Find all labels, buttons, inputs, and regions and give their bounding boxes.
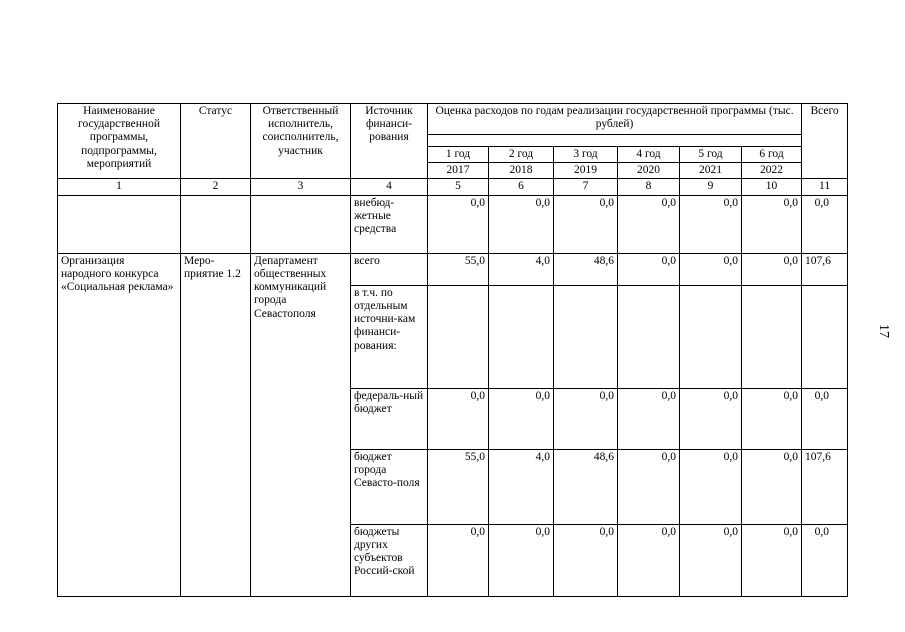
- source-cell: внебюд-жетные средства: [351, 195, 428, 253]
- header-name: Наименование государственной программы, подпрограммы, мероприятий: [58, 104, 181, 179]
- header-responsible: Ответственный исполнитель, соисполнитель, участник: [251, 104, 351, 179]
- cell-empty: [181, 195, 251, 253]
- header-year-label: 2 год: [489, 147, 554, 163]
- event-name: Организация народного конкурса «Социальная реклама»: [58, 253, 181, 596]
- value-cell: [802, 285, 848, 388]
- event-status: Меро-приятие 1.2: [181, 253, 251, 596]
- page-number: 17: [876, 324, 891, 338]
- value-cell: 4,0: [489, 253, 554, 285]
- col-number: 5: [428, 179, 489, 195]
- value-cell: 0,0: [489, 195, 554, 253]
- header-year-label: 1 год: [428, 147, 489, 163]
- header-year-label: 6 год: [742, 147, 802, 163]
- source-cell: в т.ч. по отдельным источни-кам финанси-рования:: [351, 285, 428, 388]
- header-year: 2019: [554, 163, 618, 179]
- value-cell: 0,0: [554, 524, 618, 596]
- value-cell: [554, 285, 618, 388]
- col-number: 9: [680, 179, 742, 195]
- source-cell: бюджет города Севасто-поля: [351, 449, 428, 524]
- header-year: 2021: [680, 163, 742, 179]
- value-cell: 0,0: [618, 449, 680, 524]
- value-cell: 0,0: [554, 195, 618, 253]
- source-cell: федераль-ный бюджет: [351, 388, 428, 449]
- value-cell: [428, 285, 489, 388]
- value-cell: 0,0: [428, 195, 489, 253]
- header-spacer: [428, 135, 802, 147]
- value-cell: 0,0: [742, 253, 802, 285]
- source-cell: бюджеты других субъектов Россий-ской: [351, 524, 428, 596]
- value-cell: 0,0: [680, 388, 742, 449]
- header-total: Всего: [802, 104, 848, 179]
- value-cell: 0,0: [742, 195, 802, 253]
- header-year: 2017: [428, 163, 489, 179]
- col-number: 7: [554, 179, 618, 195]
- value-cell: 0,0: [618, 388, 680, 449]
- header-status: Статус: [181, 104, 251, 179]
- col-number: 6: [489, 179, 554, 195]
- value-cell: 0,0: [680, 195, 742, 253]
- value-cell: 0,0: [428, 388, 489, 449]
- value-cell: 107,6: [802, 449, 848, 524]
- col-number: 2: [181, 179, 251, 195]
- value-cell: 0,0: [742, 524, 802, 596]
- value-cell: 0,0: [802, 388, 848, 449]
- value-cell: 0,0: [802, 524, 848, 596]
- col-number: 11: [802, 179, 848, 195]
- value-cell: 0,0: [618, 195, 680, 253]
- cell-empty: [251, 195, 351, 253]
- value-cell: 48,6: [554, 449, 618, 524]
- col-number: 1: [58, 179, 181, 195]
- value-cell: 0,0: [680, 524, 742, 596]
- value-cell: 0,0: [428, 524, 489, 596]
- value-cell: [742, 285, 802, 388]
- value-cell: 0,0: [742, 449, 802, 524]
- value-cell: 107,6: [802, 253, 848, 285]
- col-number: 10: [742, 179, 802, 195]
- header-year: 2020: [618, 163, 680, 179]
- value-cell: [680, 285, 742, 388]
- col-number: 3: [251, 179, 351, 195]
- value-cell: [489, 285, 554, 388]
- value-cell: 0,0: [489, 524, 554, 596]
- table-row: [58, 195, 848, 253]
- value-cell: [618, 285, 680, 388]
- header-year-label: 5 год: [680, 147, 742, 163]
- value-cell: 0,0: [680, 449, 742, 524]
- cell-empty: [58, 195, 181, 253]
- header-expenses-group: Оценка расходов по годам реализации государственной программы (тыс. рублей): [428, 104, 802, 135]
- header-year: 2018: [489, 163, 554, 179]
- header-year: 2022: [742, 163, 802, 179]
- header-year-label: 4 год: [618, 147, 680, 163]
- header-year-label: 3 год: [554, 147, 618, 163]
- value-cell: 0,0: [618, 253, 680, 285]
- value-cell: 0,0: [554, 388, 618, 449]
- col-number: 8: [618, 179, 680, 195]
- value-cell: 48,6: [554, 253, 618, 285]
- value-cell: 0,0: [618, 524, 680, 596]
- event-responsible: Департамент общественных коммуникаций города Севастополя: [251, 253, 351, 596]
- header-source: Источник финанси-рования: [351, 104, 428, 179]
- value-cell: 0,0: [680, 253, 742, 285]
- value-cell: 0,0: [742, 388, 802, 449]
- value-cell: 0,0: [802, 195, 848, 253]
- budget-table: [57, 103, 848, 597]
- value-cell: 0,0: [489, 388, 554, 449]
- source-cell: всего: [351, 253, 428, 285]
- value-cell: 4,0: [489, 449, 554, 524]
- col-number: 4: [351, 179, 428, 195]
- value-cell: 55,0: [428, 449, 489, 524]
- value-cell: 55,0: [428, 253, 489, 285]
- table-row: [58, 253, 848, 285]
